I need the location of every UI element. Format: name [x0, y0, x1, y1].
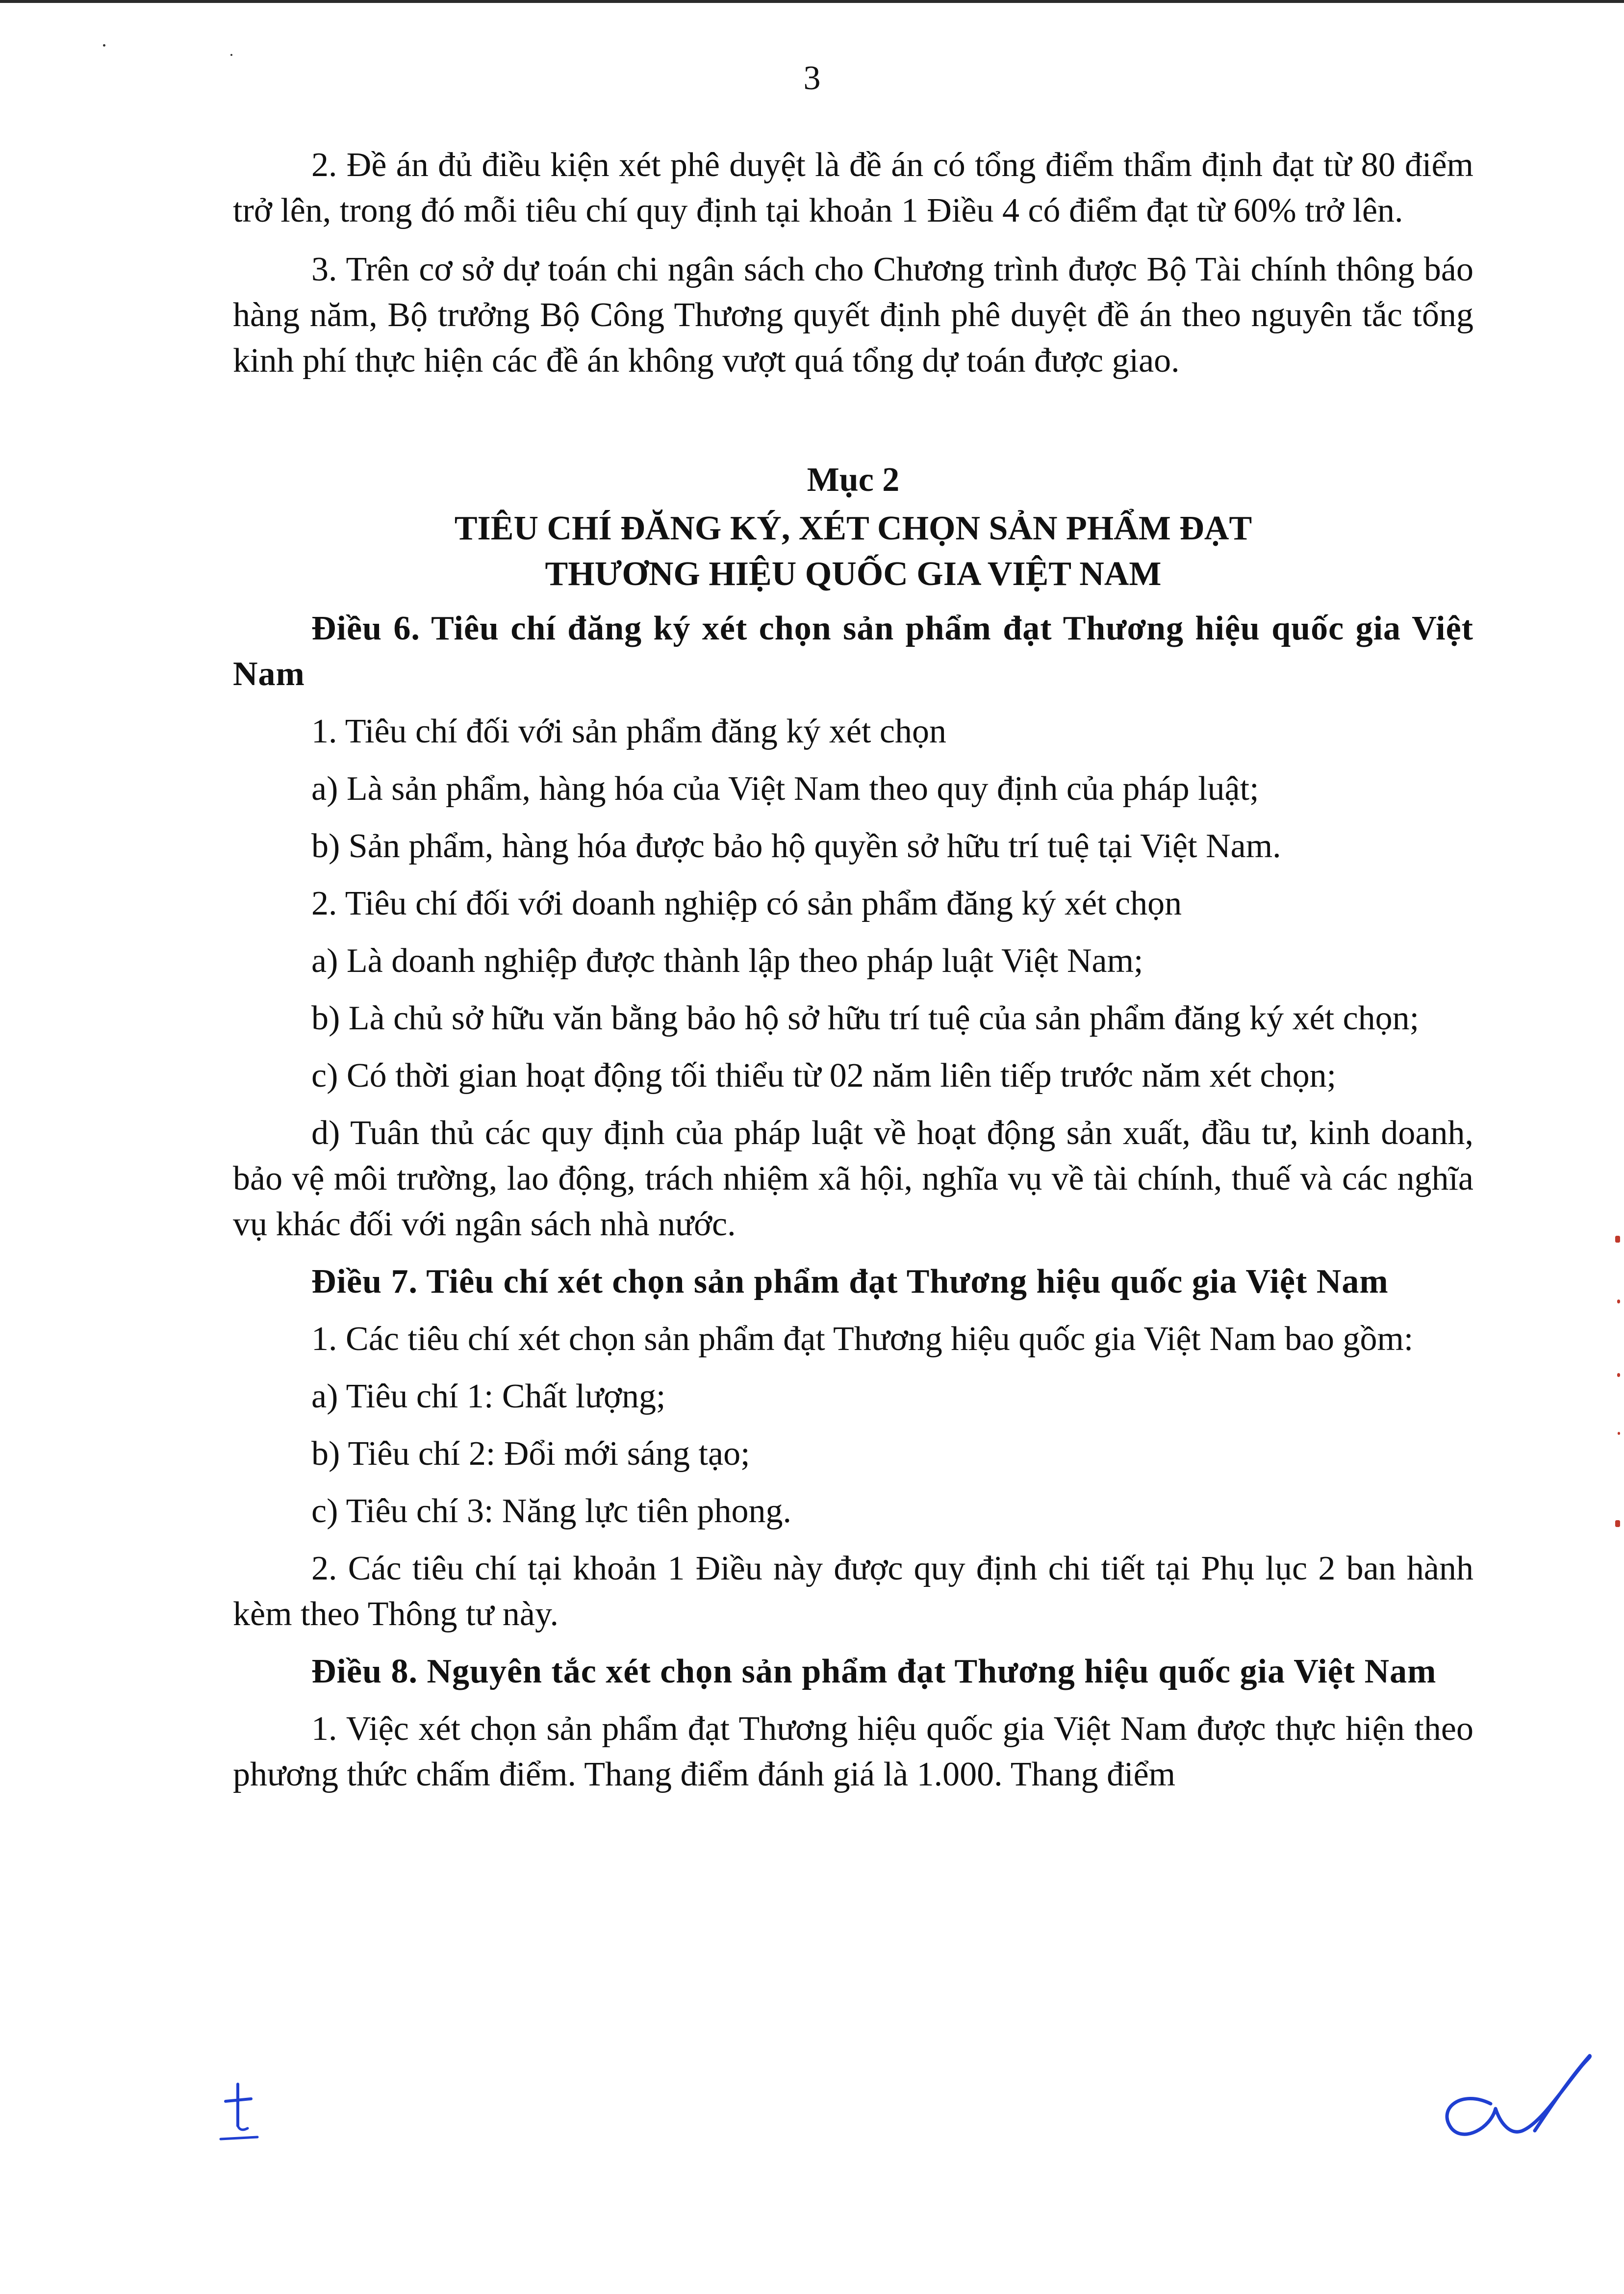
article6-clause1-item-a: a) Là sản phẩm, hàng hóa của Việt Nam theo quy định của pháp luật; — [311, 770, 1259, 808]
signature-initials-icon — [1432, 2050, 1594, 2148]
page-number: 3 — [803, 59, 821, 97]
article6-clause2-item-b: b) Là chủ sở hữu văn bằng bảo hộ sở hữu trí tuệ của sản phẩm đăng ký xét chọn; — [311, 999, 1420, 1037]
article7-clause1-item-b: b) Tiêu chí 2: Đổi mới sáng tạo; — [311, 1435, 750, 1473]
article5-clause2: 2. Đề án đủ điều kiện xét phê duyệt là đề án có tổng điểm thẩm định đạt từ 80 điểm trở lên, trong đó mỗi tiêu chí quy định tại khoản 1 Điều 4 có điểm đạt từ 60% trở lên. — [233, 146, 1473, 229]
article7-clause1-item-a: a) Tiêu chí 1: Chất lượng; — [311, 1377, 666, 1415]
article6-clause2-item-c: c) Có thời gian hoạt động tối thiểu từ 02 năm liên tiếp trước năm xét chọn; — [311, 1057, 1337, 1095]
article7-heading: Điều 7. Tiêu chí xét chọn sản phẩm đạt Thương hiệu quốc gia Việt Nam — [311, 1263, 1389, 1300]
article6-clause1-item-b: b) Sản phẩm, hàng hóa được bảo hộ quyền sở hữu trí tuệ tại Việt Nam. — [311, 827, 1281, 865]
article6-clause2-item-d: d) Tuân thủ các quy định của pháp luật về hoạt động sản xuất, đầu tư, kinh doanh, bảo vệ môi trường, lao động, trách nhiệm xã hội, nghĩa vụ về tài chính, thuế và các nghĩa vụ khác đối với ngân sách nhà nước. — [233, 1114, 1473, 1243]
article8-heading: Điều 8. Nguyên tắc xét chọn sản phẩm đạt Thương hiệu quốc gia Việt Nam — [311, 1653, 1437, 1690]
binding-margin-marks — [1604, 1226, 1624, 1569]
document-body — [233, 142, 1473, 1809]
article6-clause2: 2. Tiêu chí đối với doanh nghiệp có sản phẩm đăng ký xét chọn — [311, 885, 1182, 922]
article7-clause2: 2. Các tiêu chí tại khoản 1 Điều này được quy định chi tiết tại Phụ lục 2 ban hành kèm theo Thông tư này. — [233, 1550, 1473, 1633]
scan-speck — [103, 44, 105, 47]
article6-clause2-item-a: a) Là doanh nghiệp được thành lập theo pháp luật Việt Nam; — [311, 942, 1143, 980]
scan-top-edge — [0, 0, 1624, 3]
scan-speck — [230, 54, 232, 56]
section-label: Mục 2 — [807, 461, 900, 499]
initial-mark-icon — [211, 2079, 265, 2148]
article7-clause1: 1. Các tiêu chí xét chọn sản phẩm đạt Thương hiệu quốc gia Việt Nam bao gồm: — [311, 1320, 1414, 1358]
article7-clause1-item-c: c) Tiêu chí 3: Năng lực tiên phong. — [311, 1492, 791, 1530]
section-title-line1: TIÊU CHÍ ĐĂNG KÝ, XÉT CHỌN SẢN PHẨM ĐẠT — [454, 510, 1252, 547]
article6-clause1: 1. Tiêu chí đối với sản phẩm đăng ký xét chọn — [311, 713, 946, 750]
section-title-line2: THƯƠNG HIỆU QUỐC GIA VIỆT NAM — [545, 555, 1162, 593]
article5-clause3: 3. Trên cơ sở dự toán chi ngân sách cho Chương trình được Bộ Tài chính thông báo hàng năm, Bộ trưởng Bộ Công Thương quyết định phê duyệt đề án theo nguyên tắc tổng kinh phí thực hiện các đề án không vượt quá tổng dự toán được giao. — [233, 251, 1473, 380]
article6-heading: Điều 6. Tiêu chí đăng ký xét chọn sản phẩm đạt Thương hiệu quốc gia Việt Nam — [233, 610, 1473, 693]
article8-clause1: 1. Việc xét chọn sản phẩm đạt Thương hiệu quốc gia Việt Nam được thực hiện theo phương thức chấm điểm. Thang điểm đánh giá là 1.000. Thang điểm — [233, 1710, 1473, 1793]
